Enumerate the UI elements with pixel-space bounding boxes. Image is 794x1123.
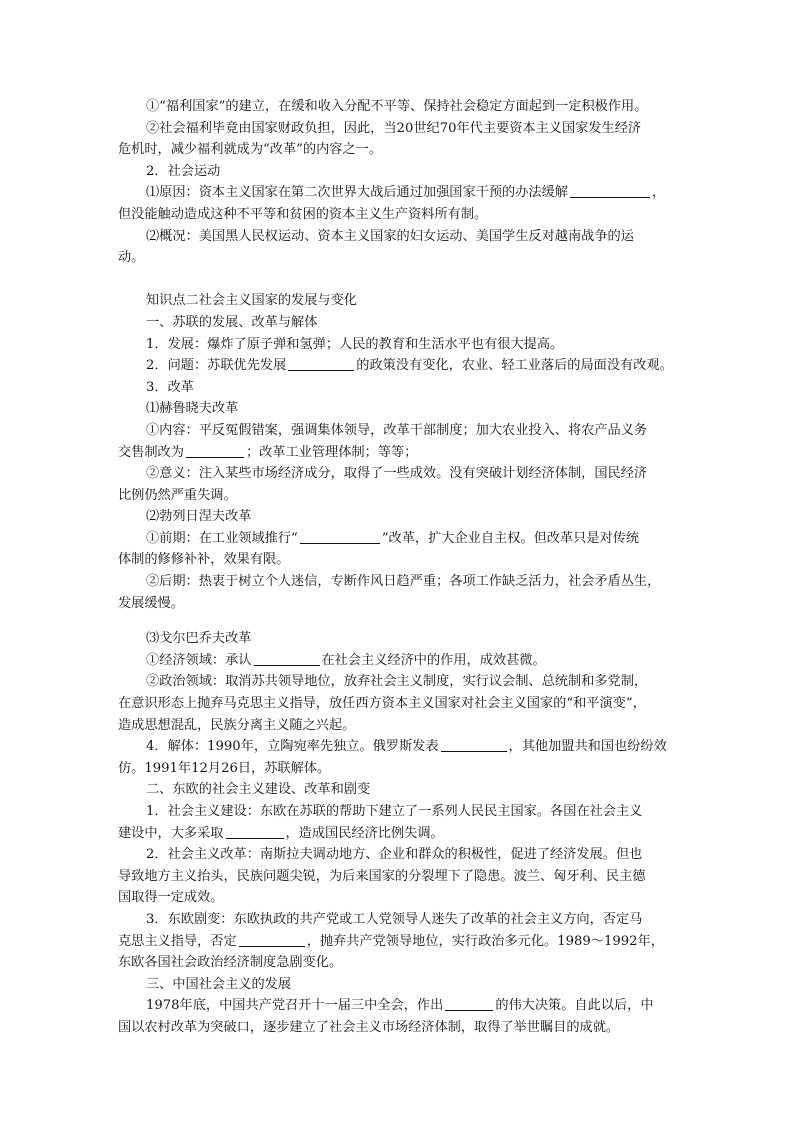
paragraph-line: ②后期：热衷于树立个人迷信，专断作风日趋严重；各项工作缺乏活力，社会矛盾丛生，	[146, 574, 661, 590]
paragraph-line	[118, 650, 678, 672]
paragraph-line: 国取得一定成效。	[118, 890, 224, 906]
text-segment: 克思主义指导，否定	[118, 933, 237, 949]
subheading: ⑴赫鲁晓夫改革	[146, 401, 239, 417]
fill-blank[interactable]	[300, 530, 380, 544]
section-title: 一、苏联的发展、改革与解体	[146, 314, 318, 330]
paragraph-line	[118, 355, 678, 377]
paragraph-line: 3．东欧剧变：东欧执政的共产党或工人党领导人迷失了改革的社会主义方向，否定马	[146, 911, 643, 927]
paragraph-line: ②政治领域：取消苏共领导地位，放弃社会主义制度，实行议会制、总统制和多党制，	[146, 674, 648, 690]
paragraph-line: 1．社会主义建设：东欧在苏联的帮助下建立了一系列人民民主国家。各国在社会主义	[146, 804, 643, 819]
text-segment: 建设中，大多采取	[118, 825, 224, 841]
fill-blank[interactable]	[570, 184, 650, 198]
text-segment: 的政策没有变化，农业、轻工业落后的局面没有改观。	[356, 358, 673, 374]
text-segment: ，其他加盟共和国也纷纷效	[508, 739, 667, 755]
text-segment: ，抛弃共产党领导地位，实行政治多元化。1989～1992年，	[306, 933, 664, 949]
paragraph-line	[118, 931, 678, 953]
paragraph-line: ①内容：平反冤假错案，强调集体领导，改革干部制度；加大农业投入、将农产品义务	[146, 422, 648, 438]
text-segment: ”改革，扩大企业自主权。但改革只是对传统	[381, 530, 640, 546]
subheading: ⑵勃列日涅夫改革	[146, 509, 252, 525]
section-title: 三、中国社会主义的发展	[146, 976, 292, 992]
fill-blank[interactable]	[226, 825, 284, 839]
fill-blank[interactable]	[445, 997, 493, 1011]
paragraph-line: 发展缓慢。	[118, 595, 184, 611]
text-segment: ，	[652, 185, 666, 201]
text-segment: 1978年底，中国共产党召开十一届三中全会，作出	[146, 998, 444, 1014]
paragraph-line: ②意义：注入某些市场经济成分，取得了一些成效。没有突破计划经济体制，国民经济	[146, 466, 648, 482]
text-segment: ⑴原因：资本主义国家在第二次世界大战后通过加强国家干预的办法缓解	[146, 185, 568, 201]
section-title: 二、东欧的社会主义建设、改革和剧变	[146, 782, 371, 798]
paragraph-line	[118, 528, 678, 550]
subheading: ⑶戈尔巴乔夫改革	[146, 631, 252, 647]
fill-blank[interactable]	[239, 933, 305, 947]
paragraph-line: 动。	[118, 250, 145, 266]
text-segment: ；改革工业管理体制；等等；	[245, 444, 418, 460]
paragraph-line: 1．发展：爆炸了原子弹和氢弹；人民的教育和生活水平也有很大提高。	[146, 336, 564, 352]
document-page	[118, 96, 678, 1039]
spacer	[118, 614, 678, 628]
text-segment: ，造成国民经济比例失调。	[285, 825, 444, 841]
paragraph-line: 危机时，减少福利就成为“改革”的内容之一。	[118, 142, 383, 158]
text-segment: 4．解体：1990年，立陶宛率先独立。俄罗斯发表	[146, 739, 439, 755]
section-heading: 知识点二社会主义国家的发展与变化	[146, 293, 357, 309]
paragraph-line	[118, 736, 678, 758]
paragraph-line: ②社会福利毕竟由国家财政负担，因此，当20世纪70年代主要资本主义国家发生经济	[146, 120, 642, 136]
paragraph-line: 仿。1991年12月26日，苏联解体。	[118, 760, 331, 776]
spacer	[118, 269, 678, 291]
paragraph-line	[118, 995, 678, 1017]
paragraph-line: 造成思想混乱，民族分离主义随之兴起。	[118, 717, 356, 733]
paragraph-line	[118, 442, 678, 464]
paragraph-line: 国以农村改革为突破口，逐步建立了社会主义市场经济体制，取得了举世瞩目的成就。	[118, 1019, 620, 1035]
text-segment: ①经济领域：承认	[146, 652, 252, 668]
paragraph-line: 东欧各国社会政治经济制度急剧变化。	[118, 955, 343, 971]
text-segment: 的伟大决策。自此以后，中	[495, 998, 654, 1014]
paragraph-line: 在意识形态上抛弃马克思主义指导，放任西方资本主义国家对社会主义国家的“和平演变”，	[118, 696, 646, 712]
text-segment: ①前期：在工业领域推行“	[146, 530, 298, 546]
text-segment: 在社会主义经济中的作用，成效甚微。	[321, 652, 546, 668]
paragraph-line	[118, 823, 678, 845]
fill-blank[interactable]	[288, 357, 354, 371]
paragraph-line: 2．社会主义改革：南斯拉夫调动地方、企业和群众的积极性，促进了经济发展。但也	[146, 847, 643, 863]
paragraph-line: 比例仍然严重失调。	[118, 487, 237, 503]
subheading: 3．改革	[146, 379, 194, 395]
paragraph-line: 但没能触动造成这种不平等和贫困的资本主义生产资料所有制。	[118, 206, 488, 222]
paragraph-line: ①“福利国家”的建立，在缓和收入分配不平等、保持社会稳定方面起到一定积极作用。	[146, 99, 648, 114]
subheading: 2．社会运动	[146, 163, 221, 179]
paragraph-line: 体制的修修补补，效果有限。	[118, 552, 290, 568]
paragraph-line: ⑵概况：美国黑人民权运动、资本主义国家的妇女运动、美国学生反对越南战争的运	[146, 228, 634, 244]
text-segment: 2．问题：苏联优先发展	[146, 358, 287, 374]
paragraph-line	[118, 182, 678, 204]
text-segment: 交售制改为	[118, 444, 184, 460]
fill-blank[interactable]	[186, 444, 244, 458]
fill-blank[interactable]	[441, 738, 507, 752]
fill-blank[interactable]	[254, 652, 320, 666]
paragraph-line: 导致地方主义抬头，民族问题尖锐，为后来国家的分裂埋下了隐患。波兰、匈牙利、民主德	[118, 868, 646, 884]
